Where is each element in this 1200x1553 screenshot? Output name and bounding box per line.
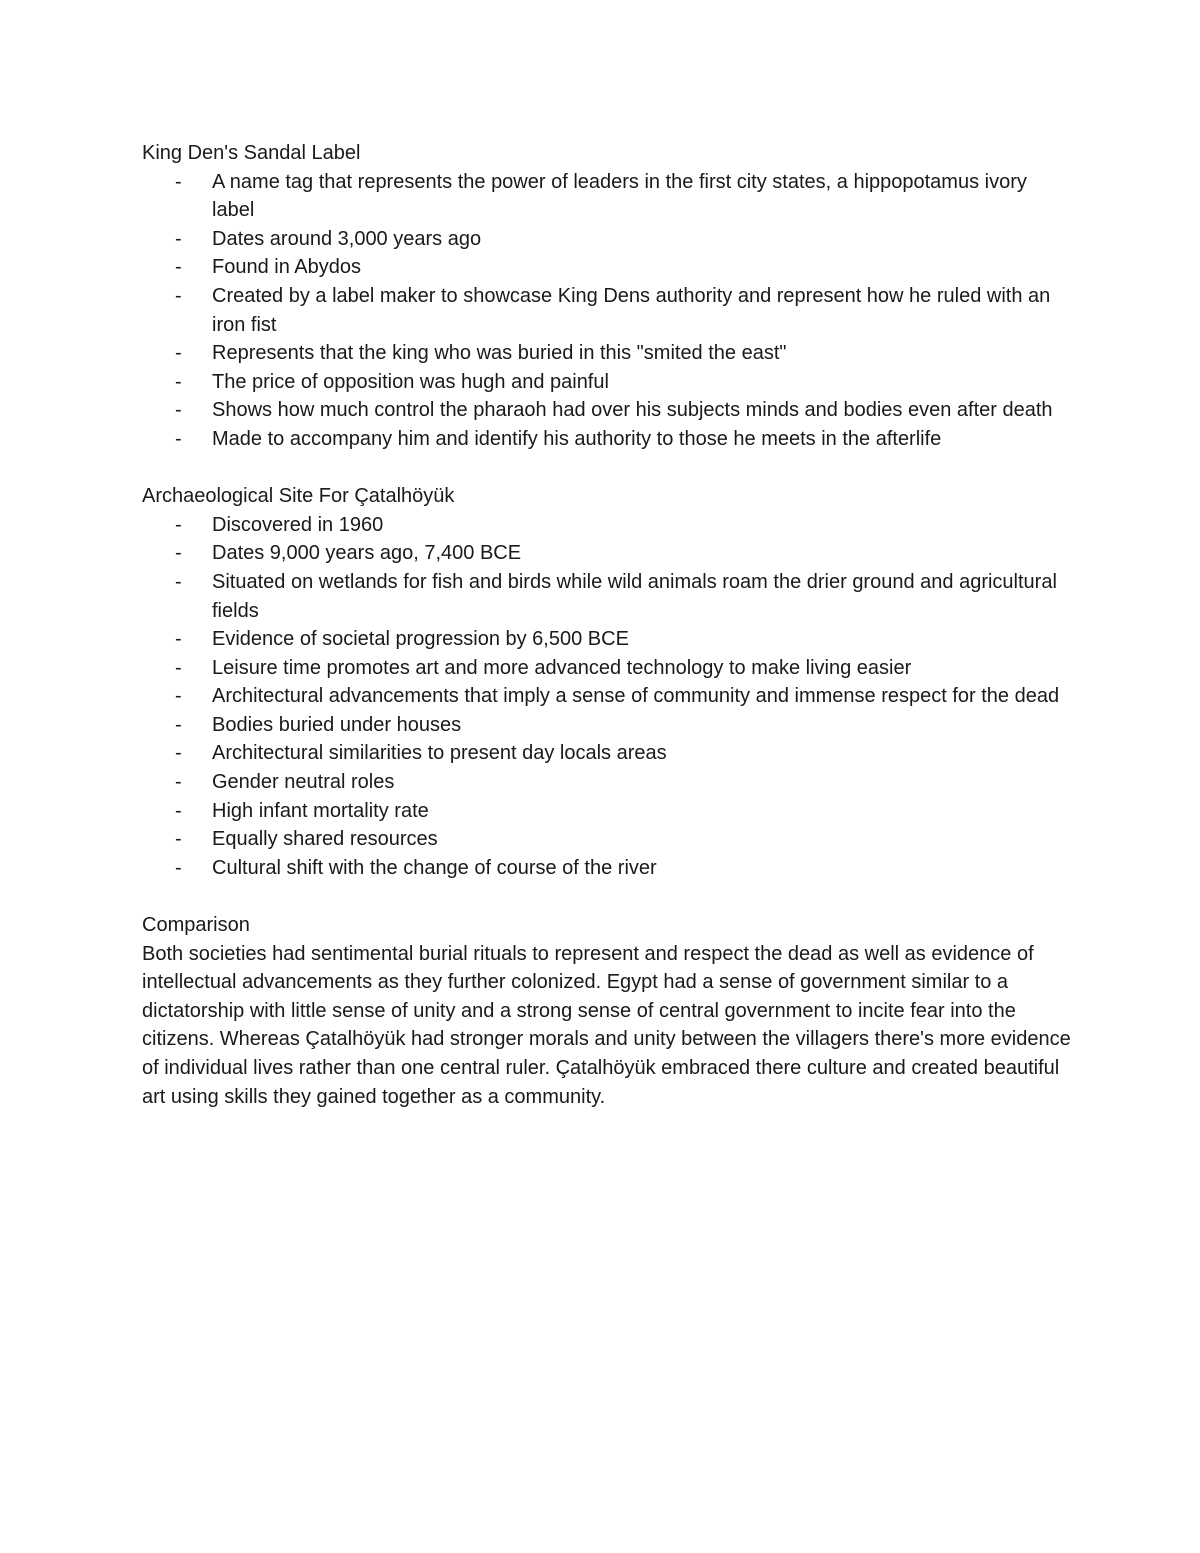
section-heading-comparison: Comparison [142,914,250,937]
list-item-text: High infant mortality rate [212,799,429,822]
list-item [142,368,1072,397]
bullet-dash: - [175,342,182,365]
list-item [142,825,1072,854]
bullet-dash: - [175,771,182,794]
list-item [142,511,1072,540]
bullet-dash: - [175,656,182,679]
list-item [142,711,1072,740]
list-item-text: Gender neutral roles [212,771,395,794]
bullet-dash: - [175,370,182,393]
bullet-dash: - [175,742,182,765]
section-spacer [142,454,1072,483]
list-item-text: Made to accompany him and identify his authority to those he meets in the afterlife [212,427,942,450]
list-item-text: The price of opposition was hugh and painful [212,370,609,393]
list-item [142,739,1072,768]
list-item-text: Equally shared resources [212,828,438,851]
list-item-text: Shows how much control the pharaoh had over his subjects minds and bodies even after death [212,399,1053,422]
bullet-dash: - [175,284,182,307]
list-item [142,768,1072,797]
list-item-text: Dates around 3,000 years ago [212,227,482,250]
bullet-dash: - [175,227,182,250]
section-heading-catalhoyuk: Archaeological Site For Çatalhöyük [142,485,455,508]
list-item [142,425,1072,454]
comparison-paragraph: Both societies had sentimental burial rituals to represent and respect the dead as well as evidence of intellectual advancements as they further colonized. Egypt had a sense of government similar to a dictatorship with little sense of unity and a strong sense of central government to incite fear into the citizens. Whereas Çatalhöyük had stronger morals and unity between the villagers there's more evidence of individual lives rather than one central ruler. Çatalhöyük embraced there culture and created beautiful art using skills they gained together as a community. [142,942,1071,1108]
list-item [142,396,1072,425]
list-item [142,568,1072,625]
list-item-text: Discovered in 1960 [212,513,384,536]
list-item-text: Created by a label maker to showcase King Dens authority and represent how he ruled with an iron fist [212,284,1051,336]
bullet-list-king-den [142,168,1072,454]
bullet-list-catalhoyuk [142,511,1072,883]
list-item-text: Architectural advancements that imply a sense of community and immense respect for the dead [212,685,1060,708]
bullet-dash: - [175,713,182,736]
bullet-dash: - [175,685,182,708]
list-item [142,225,1072,254]
bullet-dash: - [175,828,182,851]
bullet-dash: - [175,427,182,450]
section-spacer [142,882,1072,911]
list-item-text: Cultural shift with the change of course of the river [212,856,657,879]
bullet-dash: - [175,513,182,536]
list-item-text: Found in Abydos [212,256,361,279]
list-item [142,168,1072,225]
list-item-text: Architectural similarities to present day locals areas [212,742,667,765]
document-page [142,139,1072,1111]
list-item-text: Represents that the king who was buried in this "smited the east" [212,342,787,365]
list-item [142,539,1072,568]
list-item-text: Evidence of societal progression by 6,500 BCE [212,628,629,651]
list-item [142,339,1072,368]
bullet-dash: - [175,170,182,193]
list-item [142,625,1072,654]
list-item [142,282,1072,339]
bullet-dash: - [175,256,182,279]
bullet-dash: - [175,542,182,565]
list-item [142,654,1072,683]
list-item-text: A name tag that represents the power of leaders in the first city states, a hippopotamus ivory label [212,170,1027,222]
bullet-dash: - [175,628,182,651]
list-item-text: Bodies buried under houses [212,713,462,736]
list-item-text: Leisure time promotes art and more advanced technology to make living easier [212,656,912,679]
list-item [142,854,1072,883]
bullet-dash: - [175,856,182,879]
list-item-text: Dates 9,000 years ago, 7,400 BCE [212,542,522,565]
list-item [142,253,1072,282]
list-item-text: Situated on wetlands for fish and birds while wild animals roam the drier ground and agricultural fields [212,570,1057,622]
bullet-dash: - [175,570,182,593]
list-item [142,682,1072,711]
list-item [142,797,1072,826]
bullet-dash: - [175,799,182,822]
section-heading-king-den: King Den's Sandal Label [142,142,361,164]
bullet-dash: - [175,399,182,422]
